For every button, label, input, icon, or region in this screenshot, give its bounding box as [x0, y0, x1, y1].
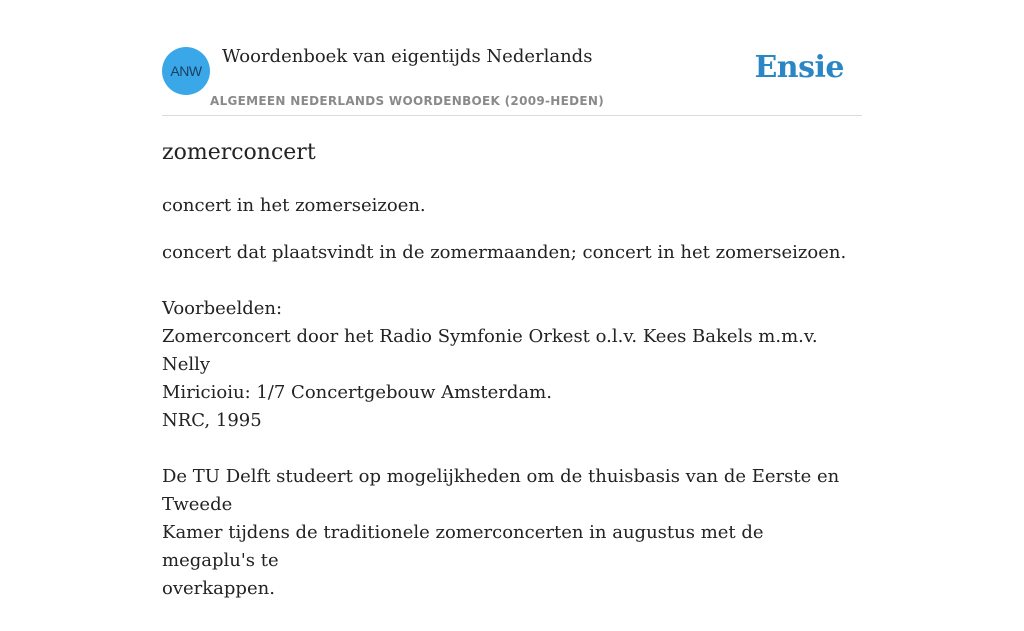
- example-block: [162, 323, 862, 435]
- example-line: Zomerconcert door het Radio Symfonie Orkest o.l.v. Kees Bakels m.m.v. Nelly: [162, 326, 818, 375]
- anw-logo-text: ANW: [170, 63, 202, 79]
- dictionary-header: [162, 0, 862, 116]
- example-source: NRC, 1995: [162, 410, 262, 431]
- examples-heading: Voorbeelden:: [162, 298, 283, 319]
- dictionary-subtitle: ALGEMEEN NEDERLANDS WOORDENBOEK (2009-HEDEN): [210, 94, 605, 108]
- anw-logo[interactable]: [162, 47, 210, 95]
- example-block: [162, 463, 862, 603]
- example-line: Kamer tijdens de traditionele zomerconcerten in augustus met de megaplu's te: [162, 522, 764, 571]
- example-line: Miricioiu: 1/7 Concertgebouw Amsterdam.: [162, 382, 552, 403]
- example-line: overkappen.: [162, 578, 275, 599]
- example-line: De TU Delft studeert op mogelijkheden om de thuisbasis van de Eerste en Tweede: [162, 466, 840, 515]
- entry-term: zomerconcert: [162, 140, 316, 165]
- examples-section: [162, 295, 862, 631]
- content-column: [162, 0, 862, 599]
- dictionary-title[interactable]: Woordenboek van eigentijds Nederlands: [222, 46, 593, 67]
- ensie-logo[interactable]: Ensie: [754, 50, 844, 85]
- short-definition: concert in het zomerseizoen.: [162, 195, 426, 216]
- long-definition: concert dat plaatsvindt in de zomermaanden; concert in het zomerseizoen.: [162, 242, 847, 263]
